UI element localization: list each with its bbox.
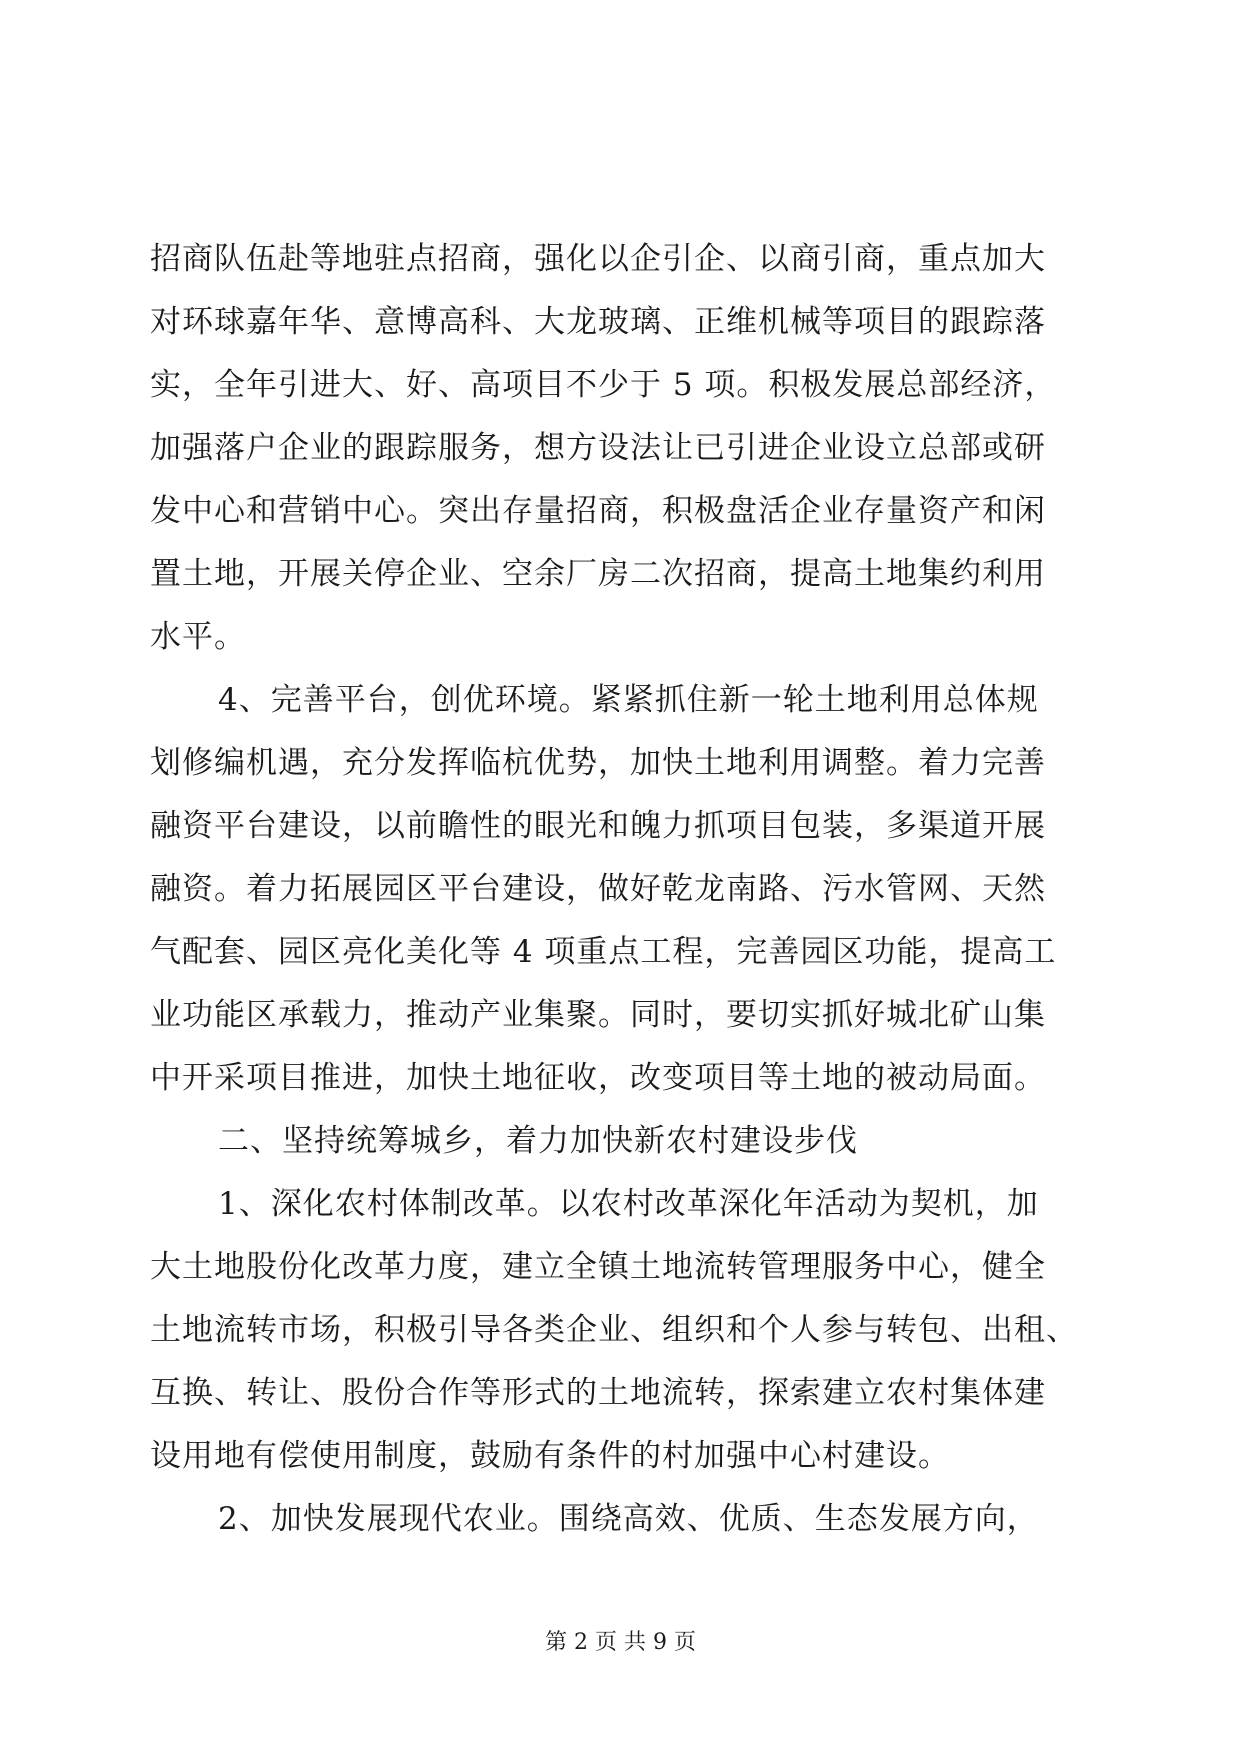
paragraph-line: 融资。着力拓展园区平台建设，做好乾龙南路、污水管网、天然 <box>150 871 1046 907</box>
paragraph-line: 土地流转市场，积极引导各类企业、组织和个人参与转包、出租、 <box>150 1312 1078 1348</box>
paragraph-3 <box>150 1173 1090 1488</box>
paragraph-line: 实，全年引进大、好、高项目不少于 5 项。积极发展总部经济， <box>150 367 1057 403</box>
paragraph-line: 中开采项目推进，加快土地征收，改变项目等土地的被动局面。 <box>150 1060 1046 1096</box>
paragraph-4 <box>150 1488 1090 1551</box>
paragraph-line: 1、深化农村体制改革。以农村改革深化年活动为契机，加 <box>218 1186 1039 1222</box>
paragraph-line: 设用地有偿使用制度，鼓励有条件的村加强中心村建设。 <box>150 1438 950 1474</box>
document-page <box>150 228 1090 1551</box>
paragraph-line: 加强落户企业的跟踪服务，想方设法让已引进企业设立总部或研 <box>150 430 1046 466</box>
paragraph-1 <box>150 228 1090 669</box>
paragraph-line: 对环球嘉年华、意博高科、大龙玻璃、正维机械等项目的跟踪落 <box>150 304 1046 340</box>
paragraph-line: 大土地股份化改革力度，建立全镇土地流转管理服务中心，健全 <box>150 1249 1046 1285</box>
paragraph-line: 融资平台建设，以前瞻性的眼光和魄力抓项目包装，多渠道开展 <box>150 808 1046 844</box>
paragraph-line: 水平。 <box>150 619 246 655</box>
paragraph-line: 发中心和营销中心。突出存量招商，积极盘活企业存量资产和闲 <box>150 493 1046 529</box>
paragraph-line: 置土地，开展关停企业、空余厂房二次招商，提高土地集约利用 <box>150 556 1046 592</box>
section-heading-2 <box>150 1110 1090 1173</box>
paragraph-line: 2、加快发展现代农业。围绕高效、优质、生态发展方向， <box>218 1501 1039 1537</box>
paragraph-line: 4、完善平台，创优环境。紧紧抓住新一轮土地利用总体规 <box>218 682 1039 718</box>
paragraph-line: 业功能区承载力，推动产业集聚。同时，要切实抓好城北矿山集 <box>150 997 1046 1033</box>
paragraph-line: 互换、转让、股份合作等形式的土地流转，探索建立农村集体建 <box>150 1375 1046 1411</box>
page-number-footer: 第 2 页 共 9 页 <box>545 1630 696 1655</box>
paragraph-line: 招商队伍赴等地驻点招商，强化以企引企、以商引商，重点加大 <box>150 241 1046 277</box>
paragraph-line: 气配套、园区亮化美化等 4 项重点工程，完善园区功能，提高工 <box>150 934 1057 970</box>
heading-text: 二、坚持统筹城乡，着力加快新农村建设步伐 <box>218 1123 858 1159</box>
paragraph-line: 划修编机遇，充分发挥临杭优势，加快土地利用调整。着力完善 <box>150 745 1046 781</box>
paragraph-2 <box>150 669 1090 1110</box>
